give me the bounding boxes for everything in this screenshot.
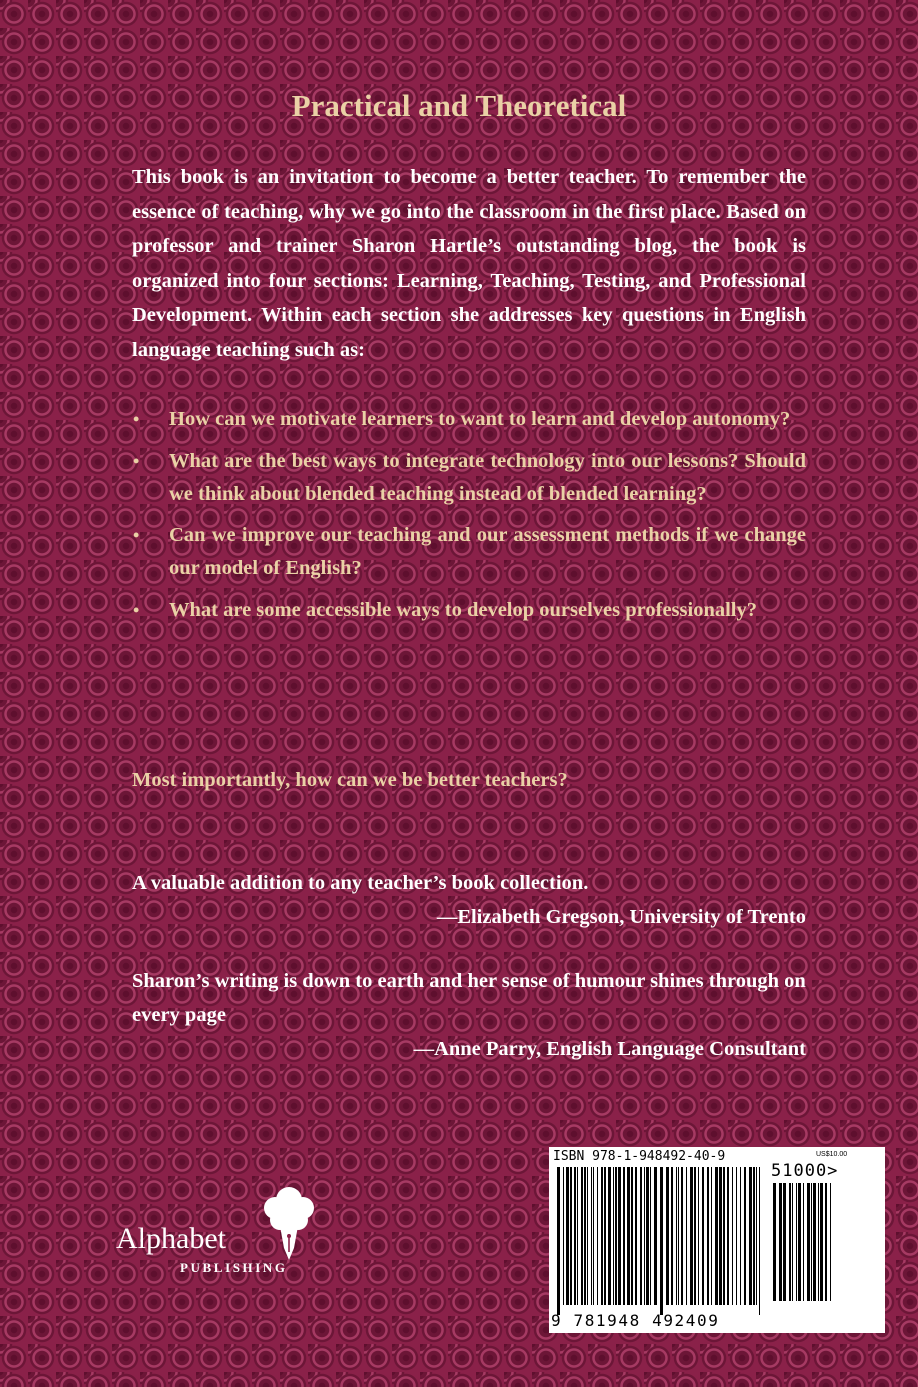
barcode-bar bbox=[563, 1167, 564, 1305]
barcode-bar bbox=[557, 1167, 560, 1315]
barcode-bar bbox=[601, 1167, 603, 1305]
question-text: What are the best ways to integrate technology into our lessons? Should we think about blended teaching instead of blended learning? bbox=[169, 449, 806, 505]
question-text: What are some accessible ways to develop ourselves professionally? bbox=[169, 598, 758, 621]
barcode-bar bbox=[574, 1167, 576, 1305]
barcode-bar bbox=[789, 1183, 791, 1301]
isbn-barcode bbox=[549, 1147, 885, 1333]
barcode-bar bbox=[792, 1183, 793, 1301]
publisher-name: Alphabet bbox=[116, 1222, 226, 1255]
barcode-bar bbox=[660, 1167, 663, 1315]
price-label: US$10.00 bbox=[816, 1151, 848, 1158]
endorsement-attribution: —Anne Parry, English Language Consultant bbox=[413, 1038, 806, 1060]
barcode-bar bbox=[591, 1167, 592, 1305]
barcode-bar bbox=[631, 1167, 633, 1305]
barcode-bar bbox=[698, 1167, 699, 1305]
barcode-bar bbox=[623, 1167, 625, 1305]
barcode-bar bbox=[818, 1183, 819, 1301]
barcode-bar bbox=[694, 1167, 696, 1305]
barcode-bar bbox=[640, 1167, 642, 1305]
question-text: Can we improve our teaching and our assessment methods if we change our model of English? bbox=[169, 524, 806, 579]
key-questions-list bbox=[132, 403, 806, 635]
barcode-bar bbox=[676, 1167, 677, 1305]
publisher-subtitle: PUBLISHING bbox=[180, 1260, 288, 1275]
barcode-bar bbox=[654, 1167, 657, 1305]
barcode-bar bbox=[830, 1183, 831, 1301]
barcode-bar bbox=[570, 1167, 572, 1305]
barcode-bars bbox=[557, 1167, 763, 1315]
barcode-bar bbox=[615, 1167, 617, 1305]
barcode-bar bbox=[613, 1167, 614, 1305]
barcode-bar bbox=[587, 1167, 588, 1305]
question-item bbox=[132, 445, 806, 511]
endorsement-attribution: —Elizabeth Gregson, University of Trento bbox=[436, 906, 806, 928]
barcode-bar bbox=[702, 1167, 704, 1305]
price-code: 51000> bbox=[771, 1161, 839, 1181]
barcode-bar bbox=[744, 1167, 746, 1305]
closing-question: Most importantly, how can we be better teachers? bbox=[132, 769, 568, 791]
endorsement-text: A valuable addition to any teacher’s book collection. bbox=[132, 872, 589, 894]
barcode-bar bbox=[732, 1167, 733, 1305]
barcode-bar bbox=[584, 1167, 586, 1305]
barcode-bar bbox=[756, 1167, 757, 1305]
barcode-bar bbox=[715, 1167, 718, 1305]
barcode-bar bbox=[803, 1183, 804, 1301]
barcode-bar bbox=[749, 1167, 752, 1305]
barcode-bar bbox=[681, 1167, 683, 1305]
barcode-bar bbox=[608, 1167, 611, 1305]
question-item bbox=[132, 519, 806, 585]
barcode-bar bbox=[773, 1183, 776, 1301]
barcode-bar bbox=[597, 1167, 598, 1305]
endorsement bbox=[132, 964, 806, 1066]
barcode-bar bbox=[707, 1167, 709, 1305]
barcode-bar bbox=[723, 1167, 725, 1305]
barcode-bar bbox=[581, 1167, 583, 1305]
bullet-icon: • bbox=[133, 599, 140, 620]
question-item bbox=[132, 403, 806, 436]
barcode-bar bbox=[740, 1167, 741, 1305]
tree-pen-nib-icon bbox=[258, 1182, 320, 1262]
barcode-bar bbox=[820, 1183, 823, 1301]
barcode-bar bbox=[650, 1167, 651, 1305]
bullet-icon: • bbox=[133, 409, 140, 429]
barcode-bar bbox=[646, 1167, 649, 1305]
barcode-bar bbox=[566, 1167, 569, 1305]
barcode-bar bbox=[635, 1167, 637, 1305]
barcode-bar bbox=[807, 1183, 810, 1301]
barcode-bar bbox=[627, 1167, 630, 1305]
barcode-bar bbox=[811, 1183, 812, 1301]
bullet-icon: • bbox=[133, 525, 140, 545]
question-item bbox=[132, 594, 806, 627]
barcode-bar bbox=[796, 1183, 797, 1301]
barcode-bar bbox=[671, 1167, 673, 1305]
barcode-bar bbox=[719, 1167, 722, 1305]
endorsement bbox=[132, 866, 806, 934]
barcode-bar bbox=[644, 1167, 645, 1305]
cover-heading: Practical and Theoretical bbox=[291, 88, 627, 123]
barcode-bar bbox=[825, 1183, 827, 1301]
barcode-bar bbox=[711, 1167, 712, 1305]
barcode-bar bbox=[759, 1167, 760, 1315]
endorsement-text: Sharon’s writing is down to earth and her sense of humour shines through on every page bbox=[132, 970, 806, 1026]
publisher-logo bbox=[116, 1182, 346, 1282]
barcode-bar bbox=[604, 1167, 606, 1305]
bullet-icon: • bbox=[133, 450, 140, 471]
barcode-bar bbox=[779, 1183, 782, 1301]
barcode-bar bbox=[666, 1167, 669, 1305]
question-text: How can we motivate learners to want to learn and develop autonomy? bbox=[169, 408, 791, 430]
barcode-bar bbox=[736, 1167, 737, 1305]
barcode-bar bbox=[593, 1167, 594, 1305]
barcode-bar bbox=[798, 1183, 801, 1301]
barcode-bar bbox=[783, 1183, 786, 1301]
barcode-bar bbox=[577, 1167, 578, 1305]
barcode-bar bbox=[753, 1167, 755, 1305]
barcode-bar bbox=[618, 1167, 621, 1305]
book-description: This book is an invitation to become a better teacher. To remember the essence of teaching, why we go into the classroom in the first place. Based on professor and trainer Sharon Hartle’s outstanding blog, the book is organized into four sections: Learning, Teaching, Testing, and Professional Development. Within each section she addresses key questions in English language teaching such as: bbox=[132, 166, 806, 361]
barcode-bar bbox=[690, 1167, 693, 1305]
price-barcode-bars bbox=[773, 1183, 835, 1311]
isbn-label: ISBN 978-1-948492-40-9 bbox=[553, 1149, 726, 1164]
isbn-digits: 9 781948 492409 bbox=[551, 1311, 720, 1330]
barcode-bar bbox=[686, 1167, 687, 1305]
barcode-bar bbox=[813, 1183, 816, 1301]
barcode-bar bbox=[727, 1167, 729, 1305]
barcode-bar bbox=[678, 1167, 679, 1305]
